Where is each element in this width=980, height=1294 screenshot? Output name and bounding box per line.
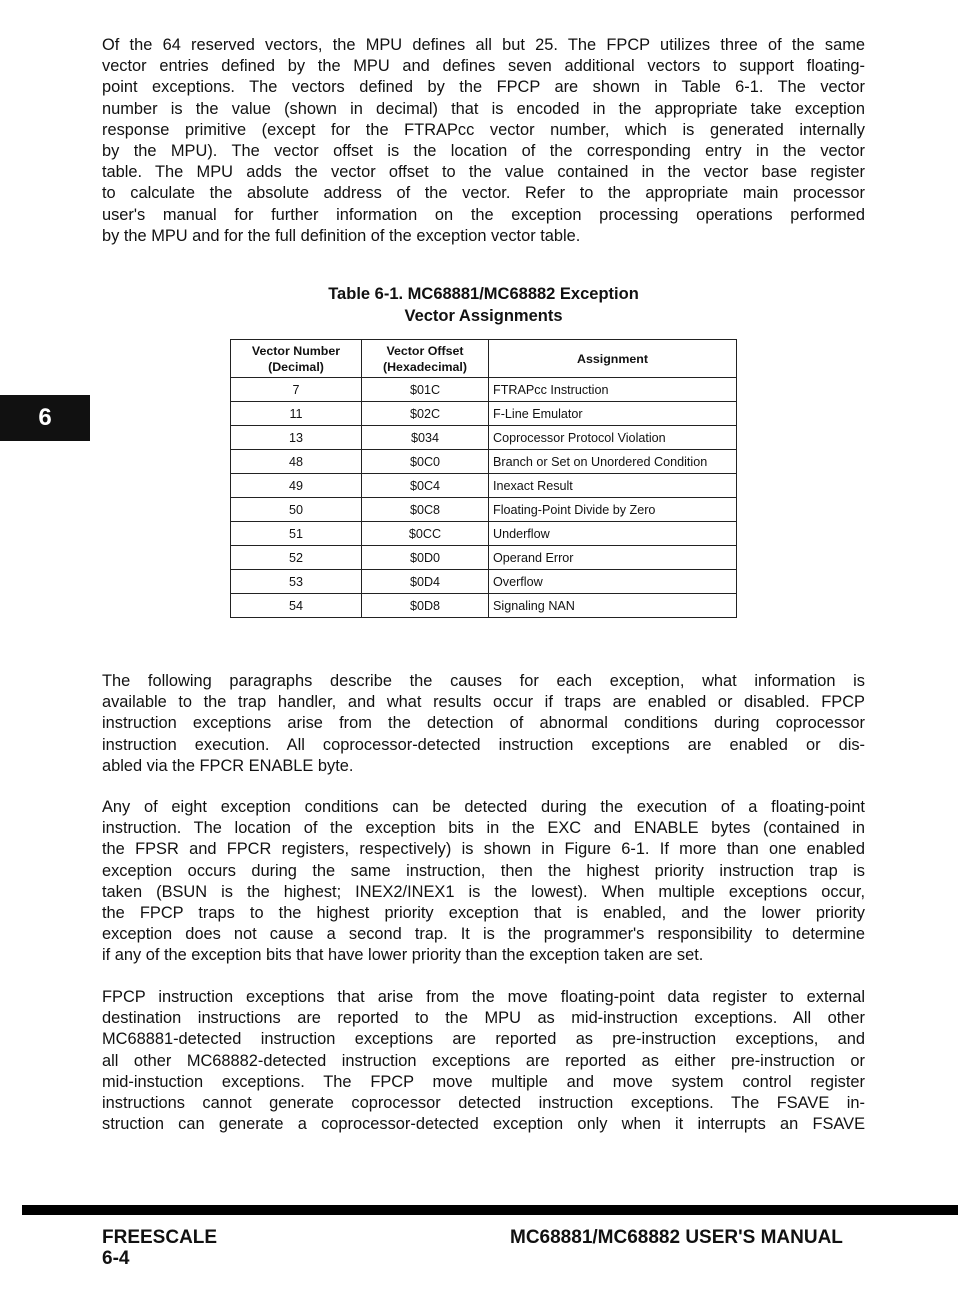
text-line: number is the value (shown in decimal) that is encoded in the appropriate take exception xyxy=(102,99,865,118)
table-title xyxy=(230,284,737,327)
vector-assignments-table xyxy=(230,339,737,618)
text-line: abled via the FPCR ENABLE byte. xyxy=(102,756,354,775)
header-vector-number xyxy=(231,340,362,378)
table-row xyxy=(231,498,737,522)
vector-number-cell: 48 xyxy=(231,450,362,474)
vector-offset-cell: $0D0 xyxy=(362,546,489,570)
text-line: if any of the exception bits that have lower priority than the exception taken are set. xyxy=(102,946,704,965)
text-line: instruction exceptions arise from the detection of abnormal conditions during coprocessor xyxy=(102,714,865,733)
vector-offset-cell: $0C0 xyxy=(362,450,489,474)
table-row xyxy=(231,522,737,546)
text-line: Of the 64 reserved vectors, the MPU defines all but 25. The FPCP utilizes three of the same xyxy=(102,36,865,54)
page-number: 6-4 xyxy=(102,1248,130,1269)
table-row xyxy=(231,546,737,570)
table-row xyxy=(231,450,737,474)
text-line: to calculate the absolute address of the vector. Refer to the appropriate main processor xyxy=(102,184,865,203)
footer-company: FREESCALE xyxy=(102,1227,218,1248)
header-line: (Decimal) xyxy=(268,359,324,374)
header-line: Vector Offset xyxy=(386,343,464,358)
header-line: (Hexadecimal) xyxy=(382,359,468,374)
vector-number-cell: 53 xyxy=(231,570,362,594)
text-line: MC68881-detected instruction exceptions are reported as pre-instruction exceptions, and xyxy=(102,1030,865,1049)
table-row xyxy=(231,570,737,594)
text-line: all other MC68882-detected instruction exceptions are reported as either pre-instruction or xyxy=(102,1051,865,1070)
vector-number-cell: 49 xyxy=(231,474,362,498)
assignment-cell: Overflow xyxy=(489,570,737,594)
text-line: instruction. The location of the exception bits in the EXC and ENABLE bytes (contained in xyxy=(102,819,865,838)
table-title-line: Vector Assignments xyxy=(404,306,563,325)
vector-offset-cell: $0D8 xyxy=(362,594,489,618)
text-line: struction can generate a coprocessor-detected exception only when it interrupts an FSAVE xyxy=(102,1115,865,1134)
text-line: point exceptions. The vectors defined by the FPCP are shown in Table 6-1. The vector xyxy=(102,78,865,97)
paragraph-reporting xyxy=(102,987,865,1135)
paragraph-priority xyxy=(102,797,865,967)
text-line: user's manual for further information on the exception processing operations performed xyxy=(102,205,865,224)
table-title-line: Table 6-1. MC68881/MC68882 Exception xyxy=(328,285,639,303)
text-line: response primitive (except for the FTRAPcc vector number, which is generated internally xyxy=(102,120,865,139)
text-line: by the MPU). The vector offset is the location of the corresponding entry in the vector xyxy=(102,142,865,161)
text-line: the FPCP traps to the highest priority exception that is enabled, and the lower priority xyxy=(102,904,865,923)
text-line: table. The MPU adds the vector offset to the value contained in the vector base register xyxy=(102,163,865,182)
table-header-row xyxy=(231,340,737,378)
vector-number-cell: 50 xyxy=(231,498,362,522)
text-line: FPCP instruction exceptions that arise from the move floating-point data register to external xyxy=(102,988,865,1006)
assignment-cell: Underflow xyxy=(489,522,737,546)
text-line: instructions cannot generate coprocessor detected instruction exceptions. The FSAVE in- xyxy=(102,1094,865,1113)
vector-number-cell: 54 xyxy=(231,594,362,618)
vector-offset-cell: $01C xyxy=(362,378,489,402)
footer-manual-title: MC68881/MC68882 USER'S MANUAL xyxy=(510,1227,843,1248)
assignment-cell: Branch or Set on Unordered Condition xyxy=(489,450,737,474)
text-line: taken (BSUN is the highest; INEX2/INEX1 is the lowest). When multiple exceptions occur, xyxy=(102,882,865,901)
assignment-cell: Floating-Point Divide by Zero xyxy=(489,498,737,522)
assignment-cell: F-Line Emulator xyxy=(489,402,737,426)
header-vector-offset xyxy=(362,340,489,378)
table-row xyxy=(231,378,737,402)
vector-number-cell: 13 xyxy=(231,426,362,450)
text-line: available to the trap handler, and what results occur if traps are enabled or disabled. FPCP xyxy=(102,693,865,712)
text-line: Any of eight exception conditions can be detected during the execution of a floating-point xyxy=(102,798,865,816)
table-row xyxy=(231,402,737,426)
vector-offset-cell: $034 xyxy=(362,426,489,450)
header-line: Vector Number xyxy=(251,343,341,358)
vector-number-cell: 11 xyxy=(231,402,362,426)
vector-offset-cell: $0D4 xyxy=(362,570,489,594)
paragraph-causes xyxy=(102,671,865,777)
table-row xyxy=(231,594,737,618)
table-row xyxy=(231,426,737,450)
text-line: exception does not cause a second trap. It is the programmer's responsibility to determine xyxy=(102,925,865,944)
text-line: the FPSR and FPCR registers, respectively) is shown in Figure 6-1. If more than one enabled xyxy=(102,840,865,859)
vector-number-cell: 7 xyxy=(231,378,362,402)
assignment-cell: Operand Error xyxy=(489,546,737,570)
vector-offset-cell: $0C4 xyxy=(362,474,489,498)
table-row xyxy=(231,474,737,498)
text-line: The following paragraphs describe the causes for each exception, what information is xyxy=(102,672,865,690)
chapter-tab xyxy=(0,395,90,441)
text-line: vector entries defined by the MPU and defines seven additional vectors to support floating- xyxy=(102,57,865,76)
paragraph-vectors xyxy=(102,35,865,247)
assignment-cell: Signaling NAN xyxy=(489,594,737,618)
vector-offset-cell: $0CC xyxy=(362,522,489,546)
text-line: by the MPU and for the full definition of the exception vector table. xyxy=(102,226,581,245)
text-line: destination instructions are reported to the MPU as mid-instruction exceptions. All other xyxy=(102,1009,865,1028)
assignment-cell: Coprocessor Protocol Violation xyxy=(489,426,737,450)
vector-offset-cell: $02C xyxy=(362,402,489,426)
header-line: Assignment xyxy=(577,351,648,366)
footer-rule xyxy=(22,1205,958,1215)
text-line: exception occurs during the same instruction, then the highest priority instruction trap is xyxy=(102,861,865,880)
vector-number-cell: 51 xyxy=(231,522,362,546)
chapter-number: 6 xyxy=(38,404,52,431)
footer-left xyxy=(102,1227,217,1269)
header-assignment xyxy=(489,340,737,378)
vector-number-cell: 52 xyxy=(231,546,362,570)
assignment-cell: FTRAPcc Instruction xyxy=(489,378,737,402)
assignment-cell: Inexact Result xyxy=(489,474,737,498)
text-line: mid-instuction exceptions. The FPCP move multiple and move system control register xyxy=(102,1072,865,1091)
vector-offset-cell: $0C8 xyxy=(362,498,489,522)
text-line: instruction execution. All coprocessor-detected instruction exceptions are enabled or dis- xyxy=(102,735,865,754)
